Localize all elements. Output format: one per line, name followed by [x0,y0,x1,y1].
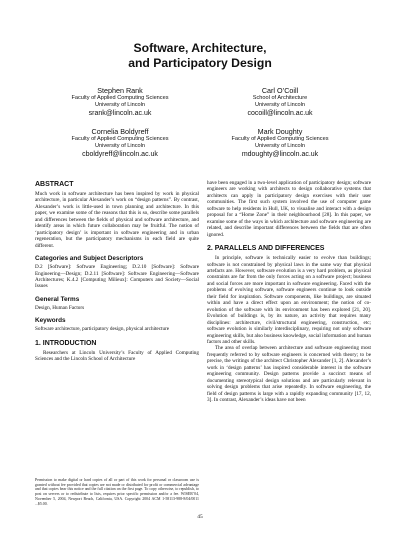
author-block-2 [200,86,360,118]
author-affiliation: Faculty of Applied Computing Sciences [71,136,169,142]
title-line-1: Software, Architecture, [133,41,267,55]
general-terms-text: Design, Human Factors [35,304,85,311]
author-email[interactable]: cocoill@lincoln.ac.uk [247,110,313,118]
author-block-4 [200,127,360,159]
abstract-heading: ABSTRACT [35,181,74,188]
keywords-text: Software architecture, participatory design, physical architecture [35,326,170,333]
author-institution: University of Lincoln [94,101,146,108]
section-2-heading: 2. PARALLELS AND DIFFERENCES [207,245,325,253]
author-institution: University of Lincoln [94,142,146,149]
categories-text: D.2 [Software]: Software Engineering; D.2.10 [Software]: Software Engineering—Design; D.2.11 [Software]: Software Engineering—Software Architectures; K.4.2 [Computing Milieux]: Computers and Society—Social Issues [35,264,199,290]
left-column [35,180,199,363]
author-email[interactable]: srank@lincoln.ac.uk [88,110,152,118]
right-column [207,180,371,404]
keywords-heading: Keywords [35,317,66,325]
section-2-paragraph-1: In principle, software is technically easier to evolve than buildings; software is not constrained by physical laws in the same way that physical artefacts are. However, software evolution is a very hard problem, as physical constraints are far from the only forces acting on a software project; business and social forces are more important in software engineering. Faced with the problems of evolving software, software engineers continue to look outside their field for inspiration. Software components, like buildings, are situated within and have a direct effect upon an environment; the notion of co-evolution of the software with its environment has been explored [21, 20]. Evolution of buildings is, by its nature, an activity that requires many disciplines: architecture, civil/structural engineering, construction, etc; software evolution is similarly interdisciplinary, requiring not only software engineering skills, but also business knowledge, social information and human factors and other skills. [207,255,371,345]
author-name: Stephen Rank [97,86,143,95]
paper-title [0,41,400,71]
author-name: Cornelia Boldyreff [91,127,149,136]
author-affiliation: School of Architecture [252,95,308,101]
author-affiliation: Faculty of Applied Computing Sciences [231,136,329,142]
introduction-continued: have been engaged in a two-level application of participatory design; software engineers are working with architects to design collaborative systems that architects can apply in participatory design exercises with their user communities. The first such system involved the use of computer game software to help residents in Hull, UK, to visualise and interact with a design proposal for a “Home Zone” in their neighbourhood [28]. In this paper, we examine some of the ways in which architecture and software engineering are related, and describe important differences between the fields that are often ignored. [207,180,371,238]
introduction-text: Researchers at Lincoln University’s Faculty of Applied Computing Sciences and the Lincoln School of Architecture [35,349,199,363]
page-number: 45 [197,514,203,520]
title-line-2: and Participatory Design [128,56,272,70]
introduction-heading: 1. INTRODUCTION [35,339,97,347]
author-email[interactable]: cboldyreff@lincoln.ac.uk [82,151,158,159]
author-name: Carl O’Coill [261,86,299,95]
author-institution: University of Lincoln [254,101,306,108]
general-terms-heading: General Terms [35,295,80,303]
section-2-paragraph-2: The area of overlap between architecture and software engineering most frequently referred to by software engineers is concerned with theory; to be precise, the writings of the architect Christopher Alexander [1, 2]. Alexander’s work in ‘design patterns’ has inspired considerable interest in the software engineering community. Design patterns provide a succinct means of documenting stereotypical design solutions and are particularly relevant in solving design problems that arise repeatedly. In software engineering, the field of design patterns is large with a rapidly expanding community [17, 12, 3]. In contrast, Alexander’s ideas have not been [207,345,371,404]
abstract-text: Much work in software architecture has been inspired by work in physical architecture, in particular Alexander’s work on “design patterns”. By contrast, Alexander’s work is little-used in town planning and architecture. In this paper, we examine some of the reasons that this is so, describe some parallels and differences between the fields of physical and software architecture, and identify areas in which future collaboration may be fruitful. The notion of ‘participatory design’ is important in software engineering and in urban regeneration, but the participatory mechanisms in each field are quite different. [35,191,199,249]
author-institution: University of Lincoln [254,142,306,149]
author-email[interactable]: mdoughty@lincoln.ac.uk [241,151,319,159]
categories-heading: Categories and Subject Descriptors [35,255,144,263]
author-name: Mark Doughty [257,127,303,136]
author-affiliation: Faculty of Applied Computing Sciences [71,95,169,101]
author-block-1 [40,86,200,118]
author-block-3 [40,127,200,159]
copyright-notice: Permission to make digital or hard copies of all or part of this work for personal or classroom use is granted without fee provided that copies are not made or distributed for profit or commercial advantage and that copies bear this notice and the full citation on the first page. To copy otherwise, to republish, to post on servers or to redistribute to lists, requires prior specific permission and/or a fee. WISER’04, November 5, 2004, Newport Beach, California, USA. Copyright 2004 ACM 1-58113-988-8/04/0011 ...$5.00. [35,478,199,506]
